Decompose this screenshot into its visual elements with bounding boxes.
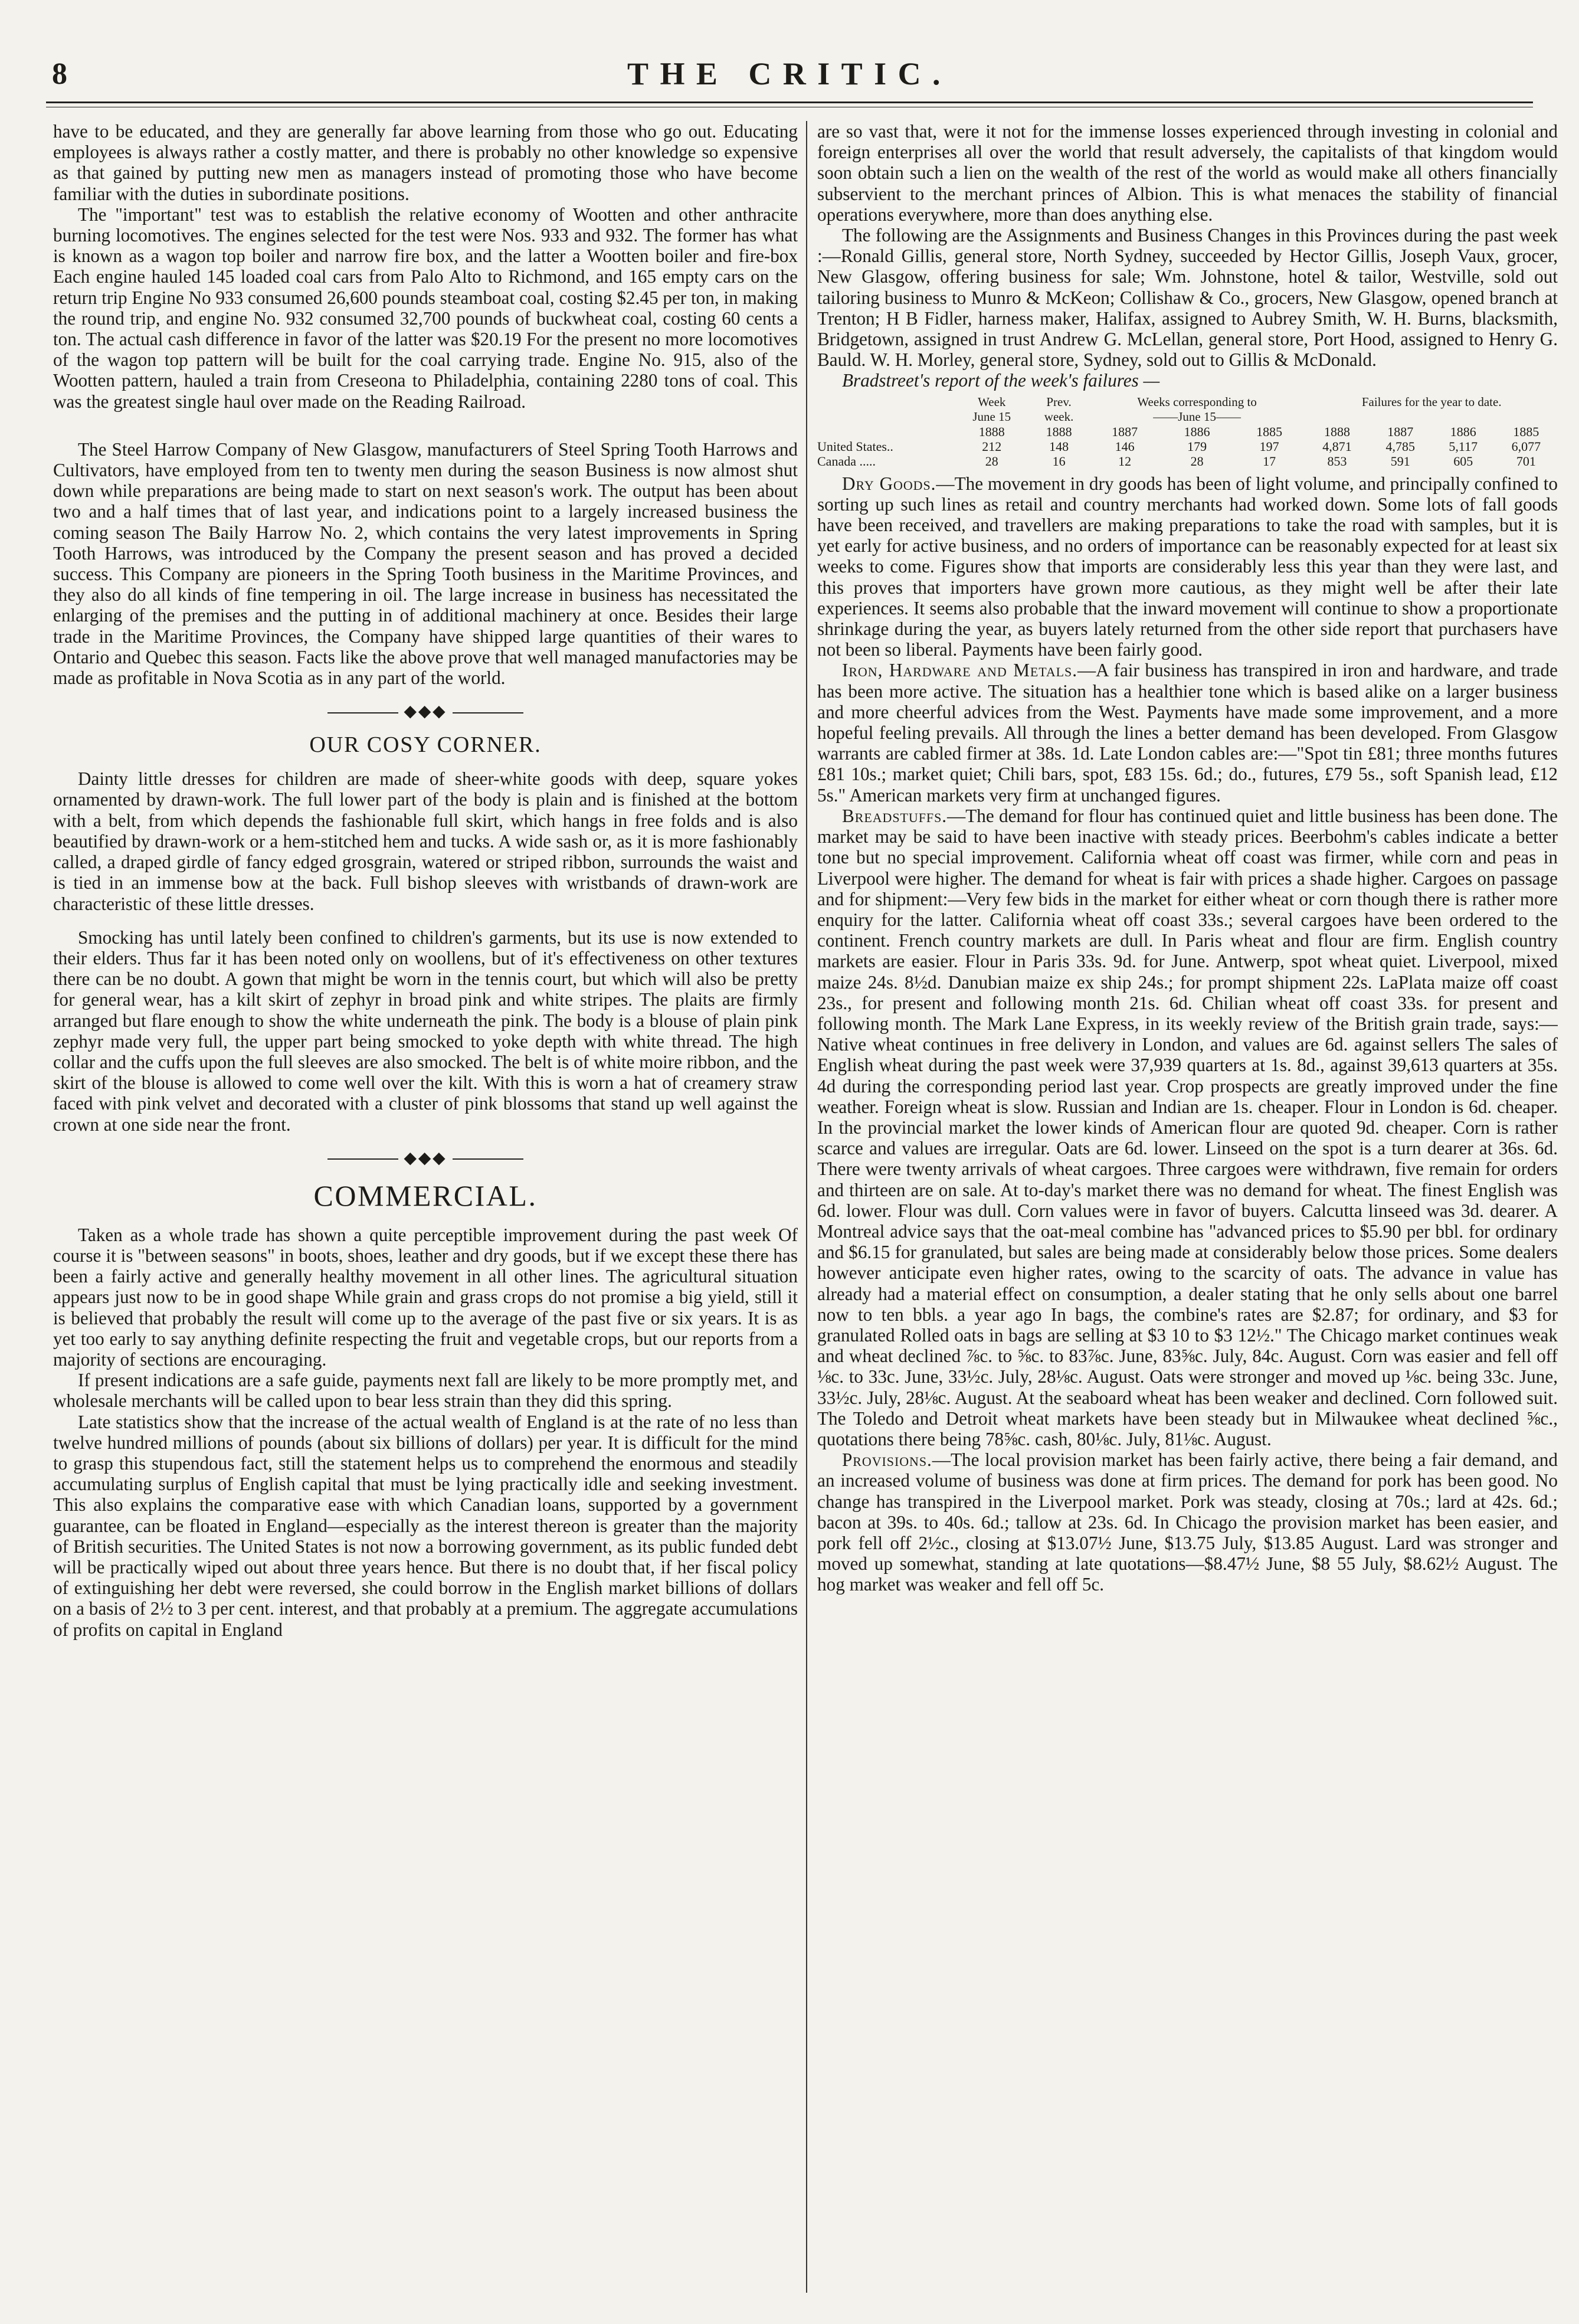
- section-ornament: ◆◆◆: [53, 1148, 798, 1168]
- iron-text: —A fair business has transpired in iron and hardware, and trade has been more active. The situation has a healthier tone which is based alike on a larger business and more cheerful advices from the West. Payments have made some improvement, and a more hopeful feeling prevails. All through the lines a better demand has been developed. From Glasgow warrants are cabled firmer at 38s. 1d. Late London cables are:—"Spot tin £81; three months futures £81 10s.; market quiet; Chili bars, spot, £83 15s. 6d.; do., futures, £79 5s., soft Spanish lead, £12 5s." American markets very firm at unchanged figures.: [817, 660, 1558, 806]
- table-header: [817, 395, 954, 410]
- table-year: 1885: [1513, 424, 1539, 439]
- breadstuffs-text: —The demand for flour has continued quiet and little business has been done. The market may be said to have been inactive with steady prices. Beerbohm's cables indicate a better tone but no special improvement. California wheat off coast was firmer, while corn and peas in Liverpool were higher. The demand for wheat is fair with prices a shade higher. Cargoes on passage and for shipment:—Very few bids in the market for either wheat or corn though there is rather more enquiry for the latter. California wheat off coast 33s.; several cargoes have been ordered to the continent. French country markets are dull. In Paris wheat and flour are firm. English country markets are easier. Flour in Paris 33s. 9d. for June. Antwerp, spot wheat quiet. Liverpool, mixed maize 24s. 8½d. Danubian maize ex ship 24s.; for prompt shipment 22s. LaPlata maize off coast 23s., for present and following month 21s. 6d. Chilian wheat off coast 33s. for present and following month. The Mark Lane Express, in its weekly review of the British grain trade, says:—Native wheat continues in free delivery in London, and values are 6d. against sellers The sales of English wheat during the past week were 37,939 quarters at 1s. 8d., against 39,613 quarters at 35s. 4d during the corresponding period last year. Crop prospects are greatly improved under the fine weather. Foreign wheat is slow. Russian and Indian are 1s. cheaper. Flour in London is 6d. cheaper. In the provincial market the lower kinds of American flour are quoted 9d. cheaper. Corn is rather scarce and values are irregular. Oats are 6d. lower. Linseed on the spot is a turn dearer at 36s. 6d. There were twenty arrivals of wheat cargoes. Three cargoes were withdrawn, five remain for orders and thirteen are on sale. At to-day's market there was no demand for wheat. The finest English was 6d. lower. Flour was dull. Corn values were in favor of buyers. Calcutta linseed was 3d. dearer. A Montreal advice says that the oat-meal combine has "advanced prices to $5.90 per bbl. for ordinary and $6.15 for granulated, but sales are being made at considerably below those prices. Some dealers however anticipate even higher rates, owing to the scarcity of oats. The advance in value has already had a material effect on consumption, a dealer stating that he only sells about one barrel now to ten bbls. a year ago In bags, the combine's rates are $2.87; for ordinary, and $3 for granulated Rolled oats in bags are selling at $3 10 to $3 12½." The Chicago market continues weak and wheat declined ⅞c. to ⅝c. to 83⅞c. June, 83⅝c. July, 84c. August. Corn was easier and fell off ⅛c. to 33c. June, 33½c. July, 28⅛c. August. Oats were stronger and moved up ⅛c. being 33c. June, 33½c. July, 28⅛c. August. At the seaboard wheat has been weaker and declined. Corn followed suit. The Toledo and Detroit wheat markets have been steady but in Milwaukee wheat declined ⅝c., quotations there being 78⅝c. cash, 80⅛c. July, 81⅛c. August.: [817, 805, 1558, 1449]
- right-column: [817, 121, 1558, 2293]
- table-row: [817, 454, 1558, 469]
- provisions-heading: Provisions.: [842, 1449, 932, 1471]
- dry-goods-paragraph: [817, 473, 1558, 660]
- journal-title: THE CRITIC.: [627, 56, 952, 91]
- iron-heading: Iron, Hardware and Metals.: [842, 660, 1077, 681]
- dry-goods-text: —The movement in dry goods has been of light volume, and principally confined to sorting up such lines as retail and country merchants had worked down. Some lots of fall goods have been received, and travellers are making preparations to take the road with samples, but it is yet early for active business, and no orders of importance can be reasonably expected for at least six weeks to come. Figures show that imports are considerably less this year than they were last, and this proves that importers have grown more cautious, as they might well be after their late experiences. It seems also probable that the inward movement will continue to show a proportionate shrinkage during the year, as buyers lately returned from the other side report that purchasers have not been so liberal. Payments have been fairly good.: [817, 473, 1558, 660]
- table-cell: 4,871: [1322, 438, 1352, 454]
- table-cell: 16: [1052, 453, 1066, 469]
- section-ornament: ◆◆◆: [53, 701, 798, 721]
- table-cell: 148: [1049, 438, 1069, 454]
- table-header: Weeks corresponding to: [1137, 394, 1257, 409]
- table-cell: 5,117: [1449, 438, 1478, 454]
- header-rule: [46, 102, 1533, 103]
- failures-intro-text: Bradstreet's report of the week's failures —: [842, 370, 1160, 391]
- wealth-paragraph: are so vast that, were it not for the immense losses experienced through investing in colonial and foreign enterprises all over the world that result adversely, the capitalists of that kingdom would soon obtain such a lien on the wealth of the rest of the world as would make all others financially subservient to the merchant princes of Albion. This is what menaces the stability of financial operations everywhere, more than does anything else.: [817, 121, 1558, 225]
- table-year: 1886: [1450, 424, 1476, 439]
- table-cell: 197: [1259, 438, 1279, 454]
- breadstuffs-paragraph: [817, 806, 1558, 1449]
- table-year: 1887: [1112, 424, 1138, 439]
- table-year: 1888: [978, 424, 1005, 439]
- table-year: 1888: [1046, 424, 1072, 439]
- table-header: [1305, 410, 1558, 424]
- table-cell: 146: [1115, 438, 1135, 454]
- table-year: 1887: [1387, 424, 1414, 439]
- column-divider: [806, 121, 807, 2293]
- table-cell: 28: [985, 453, 998, 469]
- table-cell: 701: [1516, 453, 1536, 469]
- commercial-paragraph: Late statistics show that the increase of the actual wealth of England is at the rate of no less than twelve hundred millions of pounds (about six billions of dollars) per year. It is difficult for the mind to grasp this stupendous fact, still the statement helps us to comprehend the enormous and steadily accumulating surplus of English capital that must be lying practically idle and seeking investment. This also explains the comparative ease with which Canadian loans, supported by a government guarantee, can be floated in England—especially as the interest thereon is greater than the majority of British securities. The United States is not now a borrowing government, as its public funded debt will be practically wiped out about three years hence. But there is no doubt that, if her fiscal policy of extinguishing her debt were reversed, she could borrow in the English market billions of dollars on a basis of 2½ to 3 per cent. interest, and that probably at a premium. The aggregate accumulations of profits on capital in England: [53, 1411, 798, 1640]
- continued-paragraph: have to be educated, and they are generally far above learning from those who go out. Educating employees is always rather a costly matter, and there is probably no other knowledge so expensive as that gained by putting new men as managers instead of promoting those who have become familiar with the duties in subordinate positions.: [53, 121, 798, 204]
- row-label: Canada .....: [817, 453, 876, 469]
- table-cell: 6,077: [1511, 438, 1541, 454]
- iron-paragraph: [817, 660, 1558, 805]
- table-cell: 4,785: [1385, 438, 1416, 454]
- locomotive-paragraph: The "important" test was to establish the relative economy of Wootten and other anthracite burning locomotives. The engines selected for the test were Nos. 933 and 932. The former has what is known as a wagon top boiler and narrow fire box, and the latter a Wootten boiler and fire-box Each engine hauled 145 loaded coal cars from Palo Alto to Richmond, and 165 empty cars on the return trip Engine No 933 consumed 26,600 pounds steamboat coal, costing $2.45 per ton, in making the round trip, and engine No. 932 consumed 32,700 pounds of buckwheat coal, costing 60 cents a ton. The actual cash difference in favor of the latter was $20.19 For the present no more locomotives of the wagon top pattern will be built for the coal carrying trade. Engine No. 915, also of the Wootten pattern, hauled a train from Creseona to Philadelphia, containing 2280 tons of coal. This was the greatest single haul over made on the Reading Railroad.: [53, 204, 798, 412]
- table-header: Prev.: [1046, 394, 1072, 409]
- table-cell: [817, 424, 954, 439]
- table-cell: 605: [1453, 453, 1473, 469]
- table-year: 1886: [1184, 424, 1210, 439]
- table-header: June 15: [972, 409, 1011, 424]
- provisions-paragraph: [817, 1449, 1558, 1595]
- table-header: [817, 410, 954, 424]
- table-cell: 12: [1118, 453, 1132, 469]
- table-header: Week: [978, 394, 1006, 409]
- table-cell: 28: [1190, 453, 1204, 469]
- cosy-corner-heading: OUR COSY CORNER.: [309, 732, 542, 758]
- breadstuffs-heading: Breadstuffs.: [842, 805, 947, 826]
- cosy-corner-paragraph: Smocking has until lately been confined to children's garments, but its use is now extended to their elders. Thus far it has been noted only on woollens, but of it's effectiveness on other textures there can be no doubt. A gown that might be worn in the tennis court, but which will also be pretty for general wear, has a kilt skirt of zephyr in broad pink and white stripes. The plaits are firmly arranged but flare enough to show the white underneath the pink. The body is a blouse of plain pink zephyr made very full, the upper part being smocked to yoke depth with white thread. The high collar and the cuffs upon the full sleeves are also smocked. The belt is of white moire ribbon, and the skirt of the blouse is allowed to come well over the kilt. With this is worn a hat of creamery straw faced with pink velvet and decorated with a cluster of pink blossoms that stand up well against the crown at one side near the front.: [53, 927, 798, 1135]
- page-number: 8: [52, 57, 67, 91]
- table-year: 1885: [1256, 424, 1283, 439]
- assignments-paragraph: The following are the Assignments and Business Changes in this Provinces during the past week :—Ronald Gillis, general store, North Sydney, succeeded by Hector Gillis, Joseph Vaux, grocer, New Glasgow, offering business for sale; Wm. Johnstone, hotel & tailor, Westville, sold out tailoring business to Munro & McKeon; Collishaw & Co., grocers, New Glasgow, opened branch at Trenton; H B Fidler, harness maker, Halifax, assigned to Aubrey Smith, W. H. Burns, blacksmith, Bridgetown, assigned in trust Andrew G. McLellan, general store, Port Hood, assigned to Henry G. Bauld. W. H. Morley, general store, Sydney, sold out to Gillis & McDonald.: [817, 225, 1558, 371]
- table-cell: 179: [1187, 438, 1207, 454]
- commercial-paragraph: Taken as a whole trade has shown a quite perceptible improvement during the past week Of course it is "between seasons" in boots, shoes, leather and dry goods, but if we except these there has been a fairly active and generally healthy movement in all other lines. The agricultural situation appears just now to be in good shape While grain and grass crops do not promise a big yield, still it is believed that probably the result will come up to the average of the past five or six years. It is as yet too early to say anything definite respecting the fruit and vegetable crops, but our reports from a majority of sections are encouraging.: [53, 1224, 798, 1370]
- steel-harrow-paragraph: The Steel Harrow Company of New Glasgow, manufacturers of Steel Spring Tooth Harrows and Cultivators, have employed from ten to twenty men during the season Business is now almost shut down while preparations are being made to start on next season's work. The output has been about two and a half times that of last year, and indications point to a largely increased business the coming season The Baily Harrow No. 2, which contains the very latest improvements in Spring Tooth Harrows, was introduced by the Company the present season and has proved a decided success. This Company are pioneers in the Spring Tooth business in the Maritime Provinces, and they also do all kinds of fine tempering in oil. The large increase in business has necessitated the enlarging of the premises and the putting in of additional machinery at once. Besides their large trade in the Maritime Provinces, the Company have shipped large quantities of their wares to Ontario and Quebec this season. Facts like the above prove that well managed manufactories may be made as profitable in Nova Scotia as in any part of the world.: [53, 438, 798, 689]
- dry-goods-heading: Dry Goods.: [842, 473, 936, 494]
- table-cell: 853: [1327, 453, 1347, 469]
- commercial-heading: COMMERCIAL.: [313, 1179, 538, 1212]
- table-cell: 212: [982, 438, 1002, 454]
- masthead: [46, 54, 1533, 96]
- provisions-text: —The local provision market has been fairly active, there being a fair demand, and an increased volume of business was done at firm prices. The demand for pork has been good. No change has transpired in the Liverpool market. Pork was steady, closing at 70s.; lard at 42s. 6d.; bacon at 39s. to 40s. 6d.; tallow at 23s. 6d. In Chicago the provision market has been easier, and pork fell off 2½c., closing at $13.07½ June, $13.75 July, $13.85 August. Lard was stronger and moved up somewhat, standing at late quotations—$8.47½ June, $8 55 July, $8.62½ August. The hog market was weaker and fell off 5c.: [817, 1449, 1558, 1595]
- table-header: week.: [1044, 409, 1074, 424]
- commercial-paragraph: If present indications are a safe guide, payments next fall are likely to be more promptly met, and wholesale merchants will be called upon to bear less strain than they did this spring.: [53, 1370, 798, 1412]
- table-header: ——June 15——: [1153, 409, 1241, 424]
- row-label: United States..: [817, 438, 893, 454]
- table-header: Failures for the year to date.: [1361, 394, 1502, 409]
- left-column: [53, 121, 798, 2293]
- table-row: [817, 439, 1558, 454]
- failures-table: [817, 395, 1558, 469]
- table-cell: 591: [1390, 453, 1410, 469]
- table-cell: 17: [1263, 453, 1276, 469]
- cosy-corner-paragraph: Dainty little dresses for children are made of sheer-white goods with deep, square yokes ornamented by drawn-work. The full lower part of the body is plain and is finished at the bottom with a belt, from which depends the fashionable full skirt, which hangs in free folds and is also beautified by drawn-work or a hem-stitched hem and tucks. A wide sash or, as it is more fashionably called, a draped girdle of fancy edged grosgrain, watered or striped ribbon, surrounds the waist and is tied in an immense bow at the back. Full bishop sleeves with wristbands of drawn-work are characteristic of these little dresses.: [53, 768, 798, 914]
- table-year: 1888: [1324, 424, 1351, 439]
- failures-intro: [817, 370, 1558, 391]
